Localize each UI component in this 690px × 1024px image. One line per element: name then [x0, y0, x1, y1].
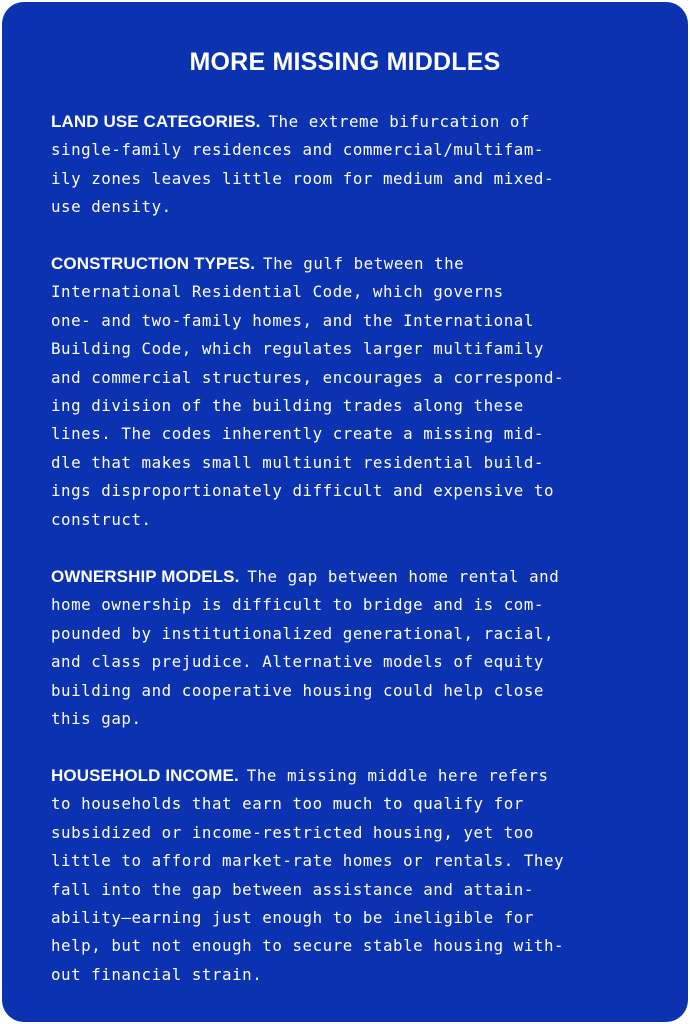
body-line: and commercial structures, encourages a correspond-: [51, 367, 565, 387]
section-heading: OWNERSHIP MODELS.: [51, 567, 240, 586]
body-line: International Residential Code, which governs: [51, 282, 504, 302]
section-household-income: [51, 762, 651, 989]
section-first-line: [51, 762, 651, 790]
section-heading: CONSTRUCTION TYPES.: [51, 254, 256, 273]
section-ownership-models: [51, 563, 651, 733]
body-line: help, but not enough to secure stable housing with-: [51, 936, 565, 956]
info-card: [2, 2, 688, 1022]
body-line: to households that earn too much to qualify for: [51, 794, 524, 814]
body-line: single-family residences and commercial/multifam-: [51, 140, 544, 160]
body-line: ing division of the building trades along these: [51, 396, 524, 416]
body-line: out financial strain.: [51, 964, 263, 984]
body-line: ily zones leaves little room for medium and mixed-: [51, 168, 555, 188]
body-line: little to afford market-rate homes or rentals. They: [51, 851, 565, 871]
body-line: dle that makes small multiunit residential build-: [51, 452, 544, 472]
body-line: Building Code, which regulates larger multifamily: [51, 339, 544, 359]
body-line: construct.: [51, 509, 152, 529]
body-line: one- and two-family homes, and the International: [51, 310, 534, 330]
card-title: MORE MISSING MIDDLES: [189, 48, 501, 76]
body-line: pounded by institutionalized generational, racial,: [51, 623, 555, 643]
section-first-line: [51, 108, 651, 136]
section-construction-types: [51, 250, 651, 534]
body-line: home ownership is difficult to bridge and is com-: [51, 595, 544, 615]
body-line: ability—earning just enough to be ineligible for: [51, 908, 534, 928]
body-line: The gap between home rental and: [247, 567, 560, 586]
section-heading: HOUSEHOLD INCOME.: [51, 766, 239, 785]
body-line: fall into the gap between assistance and attain-: [51, 879, 534, 899]
body-line: The gulf between the: [263, 254, 465, 273]
body-line: lines. The codes inherently create a missing mid-: [51, 424, 544, 444]
section-land-use-categories: [51, 108, 651, 222]
body-line: this gap.: [51, 709, 142, 729]
section-first-line: [51, 250, 651, 278]
body-line: building and cooperative housing could help close: [51, 680, 544, 700]
body-line: use density.: [51, 197, 172, 217]
body-line: The missing middle here refers: [246, 766, 549, 785]
body-line: ings disproportionately difficult and expensive to: [51, 481, 555, 501]
section-first-line: [51, 563, 651, 591]
body-line: and class prejudice. Alternative models of equity: [51, 652, 544, 672]
body-line: The extreme bifurcation of: [268, 112, 531, 131]
section-heading: LAND USE CATEGORIES.: [51, 112, 261, 131]
body-line: subsidized or income-restricted housing, yet too: [51, 822, 534, 842]
